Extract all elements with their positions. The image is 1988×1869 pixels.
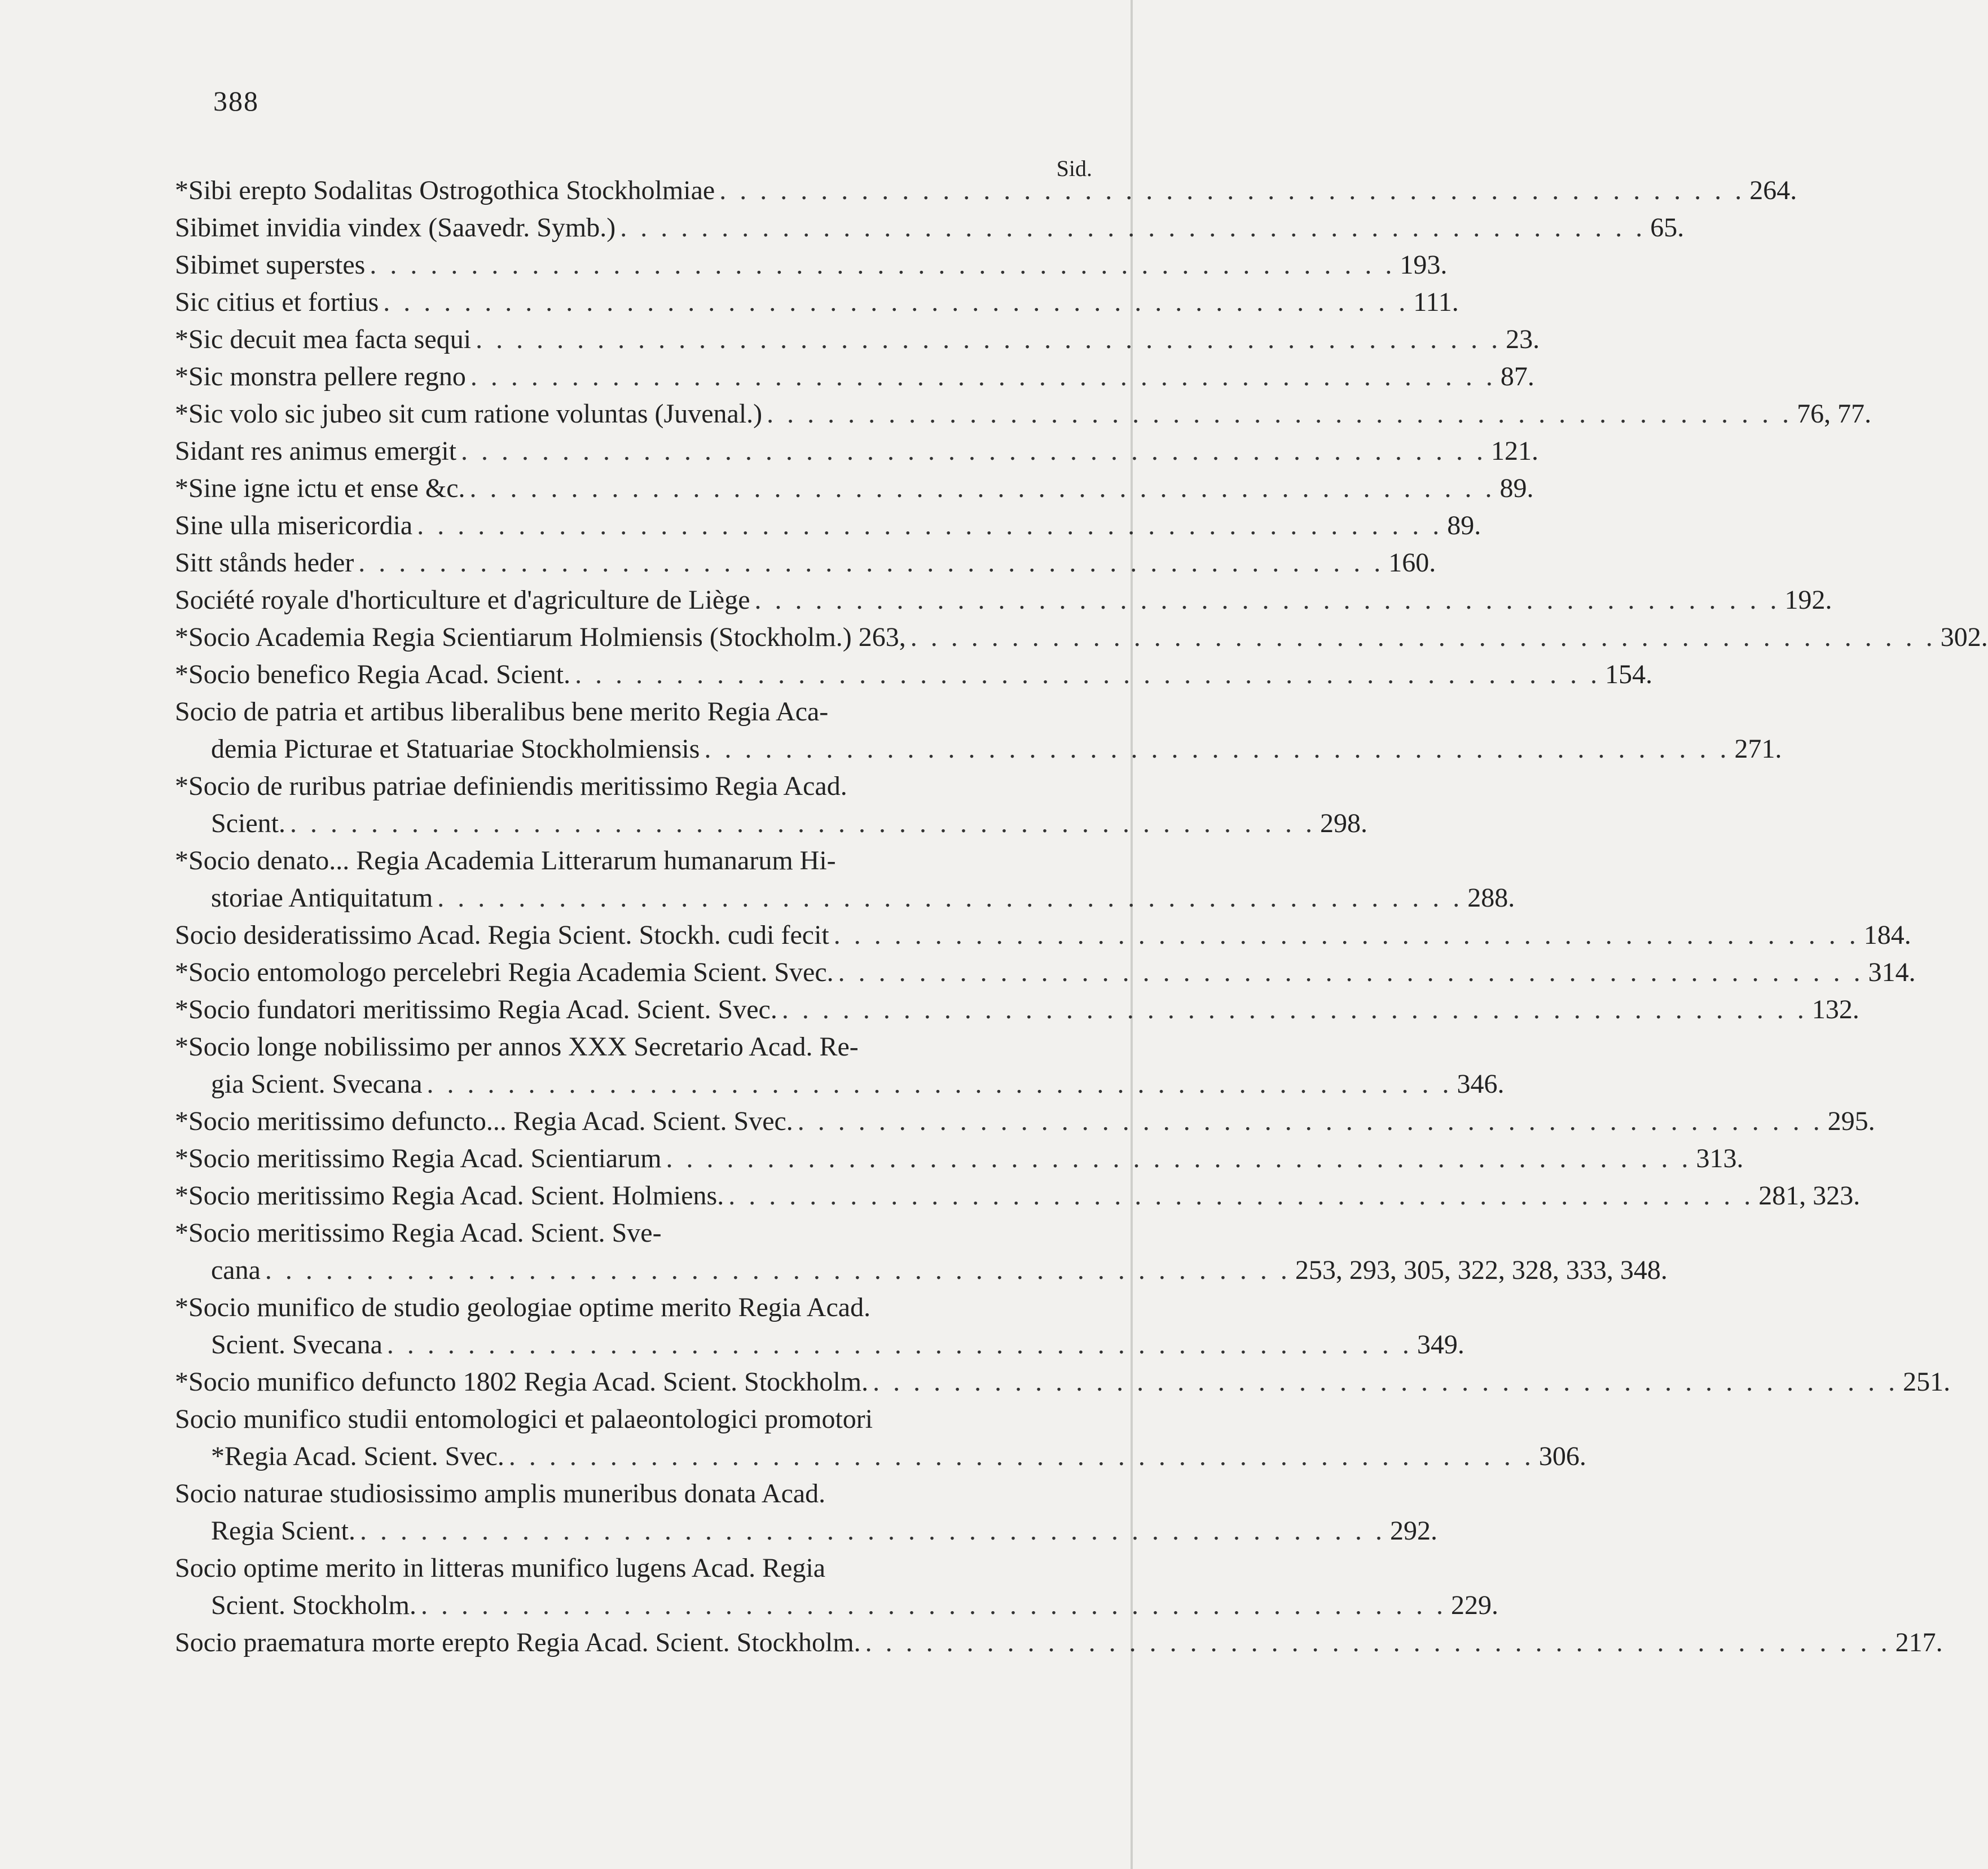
index-entry — [175, 1475, 1100, 1512]
entry-text: *Sic decuit mea facta sequi — [175, 324, 472, 354]
entry-text: *Socio entomologo percelebri Regia Academia Scient. Svec. — [175, 957, 834, 987]
dot-leader: . . . . . . . . . . . . . . . . . . . . . . . . . . . . . . . . . . . . . . . . . . . . . . . . . . . — [575, 659, 1601, 689]
entry-page: 76, 77. — [1797, 399, 1872, 429]
entry-text: *Socio munifico defuncto 1802 Regia Acad. Scient. Stockholm. — [175, 1367, 869, 1397]
dot-leader: . . . . . . . . . . . . . . . . . . . . . . . . . . . . . . . . . . . . . . . . . . . . . . . . . . . — [386, 1330, 1413, 1360]
index-entry — [175, 1401, 1100, 1438]
entry-page: 349. — [1417, 1330, 1464, 1360]
dot-leader: . . . . . . . . . . . . . . . . . . . . . . . . . . . . . . . . . . . . . . . . . . . . . . . . . . . — [620, 213, 1646, 243]
entry-text: Socio munifico studii entomologici et palaeontologici promotori — [175, 1404, 873, 1434]
page-number: 388 — [213, 85, 259, 117]
entry-text: Socio praematura morte erepto Regia Acad. Scient. Stockholm. — [175, 1628, 861, 1657]
index-entry — [175, 656, 1653, 693]
dot-leader: . . . . . . . . . . . . . . . . . . . . . . . . . . . . . . . . . . . . . . . . . . . . . . . . . . . — [420, 1590, 1446, 1620]
entry-text: *Socio meritissimo defuncto... Regia Acad. Scient. Svec. — [175, 1106, 793, 1136]
index-entry — [175, 1289, 1100, 1326]
dot-leader: . . . . . . . . . . . . . . . . . . . . . . . . . . . . . . . . . . . . . . . . . . . . . . . . . . . — [359, 1516, 1386, 1546]
dot-leader: . . . . . . . . . . . . . . . . . . . . . . . . . . . . . . . . . . . . . . . . . . . . . . . . . . . — [470, 362, 1496, 392]
entry-text: *Regia Acad. Scient. Svec. — [211, 1441, 504, 1471]
entry-text: Sitt stånds heder — [175, 548, 354, 578]
dot-leader: . . . . . . . . . . . . . . . . . . . . . . . . . . . . . . . . . . . . . . . . . . . . . . . . . . . — [265, 1255, 1291, 1285]
entry-page: 251. — [1903, 1367, 1951, 1397]
entry-text: *Sine igne ictu et ense &c. — [175, 473, 465, 503]
entry-text: *Sibi erepto Sodalitas Ostrogothica Stockholmiae — [175, 175, 715, 205]
index-entry-continuation — [175, 1512, 1437, 1550]
index-entry-continuation — [175, 731, 1782, 768]
index-entry — [175, 321, 1540, 358]
entry-text: demia Picturae et Statuariae Stockholmiensis — [211, 734, 700, 764]
entry-text: *Socio benefico Regia Acad. Scient. — [175, 659, 571, 689]
entry-page: 253, 293, 305, 322, 328, 333, 348. — [1295, 1255, 1668, 1285]
entry-page: 193. — [1400, 250, 1448, 280]
index-entry — [175, 433, 1539, 470]
entry-text: Socio desideratissimo Acad. Regia Scient. Stockh. cudi fecit — [175, 920, 829, 950]
index-entry — [175, 395, 1872, 433]
index-entry — [175, 991, 1859, 1028]
dot-leader: . . . . . . . . . . . . . . . . . . . . . . . . . . . . . . . . . . . . . . . . . . . . . . . . . . . — [797, 1106, 1823, 1136]
dot-leader: . . . . . . . . . . . . . . . . . . . . . . . . . . . . . . . . . . . . . . . . . . . . . . . . . . . — [781, 995, 1807, 1024]
entry-text: Sibimet invidia vindex (Saavedr. Symb.) — [175, 213, 616, 243]
index-entry — [175, 1550, 1100, 1587]
entry-text: *Socio Academia Regia Scientiarum Holmiensis (Stockholm.) 263, — [175, 622, 906, 652]
entry-page: 314. — [1868, 957, 1916, 987]
entry-text: *Socio longe nobilissimo per annos XXX Secretario Acad. Re- — [175, 1032, 859, 1062]
index-entry-continuation — [175, 1066, 1505, 1103]
index-entry — [175, 768, 1100, 805]
dot-leader: . . . . . . . . . . . . . . . . . . . . . . . . . . . . . . . . . . . . . . . . . . . . . . . . . . . — [666, 1144, 1692, 1173]
dot-leader: . . . . . . . . . . . . . . . . . . . . . . . . . . . . . . . . . . . . . . . . . . . . . . . . . . . — [754, 585, 1780, 615]
entry-text: *Socio denato... Regia Academia Litterarum humanarum Hi- — [175, 846, 836, 876]
entry-text: Regia Scient. — [211, 1516, 355, 1546]
index-entry — [175, 693, 1100, 731]
dot-leader: . . . . . . . . . . . . . . . . . . . . . . . . . . . . . . . . . . . . . . . . . . . . . . . . . . . — [910, 622, 1936, 652]
dot-leader: . . . . . . . . . . . . . . . . . . . . . . . . . . . . . . . . . . . . . . . . . . . . . . . . . . . — [370, 250, 1396, 280]
index-entry — [175, 1364, 1951, 1401]
entry-text: *Socio munifico de studio geologiae optime merito Regia Acad. — [175, 1292, 871, 1322]
dot-leader: . . . . . . . . . . . . . . . . . . . . . . . . . . . . . . . . . . . . . . . . . . . . . . . . . . . — [417, 511, 1443, 540]
entry-page: 302. — [1940, 622, 1988, 652]
entry-page: 306. — [1538, 1441, 1586, 1471]
entry-page: 288. — [1467, 883, 1515, 913]
dot-leader: . . . . . . . . . . . . . . . . . . . . . . . . . . . . . . . . . . . . . . . . . . . . . . . . . . . — [767, 399, 1793, 429]
entry-page: 89. — [1499, 473, 1534, 503]
index-entry-continuation — [175, 1587, 1498, 1624]
entry-page: 346. — [1457, 1069, 1505, 1099]
dot-leader: . . . . . . . . . . . . . . . . . . . . . . . . . . . . . . . . . . . . . . . . . . . . . . . . . . . — [476, 324, 1502, 354]
index-entry-continuation — [175, 1326, 1464, 1364]
index-entry — [175, 1140, 1744, 1177]
index-entry — [175, 209, 1684, 247]
dot-leader: . . . . . . . . . . . . . . . . . . . . . . . . . . . . . . . . . . . . . . . . . . . . . . . . . . . — [437, 883, 1463, 913]
entry-text: Sic citius et fortius — [175, 287, 379, 317]
dot-leader: . . . . . . . . . . . . . . . . . . . . . . . . . . . . . . . . . . . . . . . . . . . . . . . . . . . — [461, 436, 1487, 466]
entry-page: 87. — [1500, 362, 1534, 392]
entry-page: 217. — [1895, 1628, 1943, 1657]
index-entry — [175, 917, 1911, 954]
index-entry — [175, 1177, 1861, 1215]
index-entry — [175, 470, 1534, 507]
entry-page: 295. — [1827, 1106, 1875, 1136]
entry-text: Socio de patria et artibus liberalibus bene merito Regia Aca- — [175, 697, 829, 727]
dot-leader: . . . . . . . . . . . . . . . . . . . . . . . . . . . . . . . . . . . . . . . . . . . . . . . . . . . — [289, 808, 1316, 838]
entry-text: Société royale d'horticulture et d'agriculture de Liège — [175, 585, 750, 615]
entry-page: 23. — [1506, 324, 1540, 354]
entry-text: *Sic monstra pellere regno — [175, 362, 466, 392]
entry-page: 160. — [1388, 548, 1436, 578]
dot-leader: . . . . . . . . . . . . . . . . . . . . . . . . . . . . . . . . . . . . . . . . . . . . . . . . . . . — [728, 1181, 1754, 1211]
dot-leader: . . . . . . . . . . . . . . . . . . . . . . . . . . . . . . . . . . . . . . . . . . . . . . . . . . . — [833, 920, 1859, 950]
entry-page: 184. — [1863, 920, 1911, 950]
entry-text: gia Scient. Svecana — [211, 1069, 423, 1099]
entry-text: Socio naturae studiosissimo amplis muneribus donata Acad. — [175, 1479, 826, 1509]
entry-text: *Socio fundatori meritissimo Regia Acad. Scient. Svec. — [175, 995, 777, 1024]
entry-text: storiae Antiquitatum — [211, 883, 433, 913]
index-entry — [175, 507, 1481, 544]
dot-leader: . . . . . . . . . . . . . . . . . . . . . . . . . . . . . . . . . . . . . . . . . . . . . . . . . . . — [865, 1628, 1891, 1657]
dot-leader: . . . . . . . . . . . . . . . . . . . . . . . . . . . . . . . . . . . . . . . . . . . . . . . . . . . — [508, 1441, 1534, 1471]
entry-page: 121. — [1491, 436, 1539, 466]
index-entry — [175, 582, 1832, 619]
index-entry — [175, 247, 1448, 284]
dot-leader: . . . . . . . . . . . . . . . . . . . . . . . . . . . . . . . . . . . . . . . . . . . . . . . . . . . — [469, 473, 1496, 503]
entry-text: *Sic volo sic jubeo sit cum ratione voluntas (Juvenal.) — [175, 399, 763, 429]
entry-page: 229. — [1450, 1590, 1498, 1620]
dot-leader: . . . . . . . . . . . . . . . . . . . . . . . . . . . . . . . . . . . . . . . . . . . . . . . . . . . — [704, 734, 1730, 764]
entry-text: Scient. Svecana — [211, 1330, 382, 1360]
index-entry — [175, 1028, 1100, 1066]
index-entry — [175, 619, 1988, 656]
entry-text: *Socio de ruribus patriae definiendis meritissimo Regia Acad. — [175, 771, 847, 801]
index-entry — [175, 284, 1459, 321]
index-entry-continuation — [175, 805, 1367, 842]
index-entry — [175, 954, 1916, 991]
dot-leader: . . . . . . . . . . . . . . . . . . . . . . . . . . . . . . . . . . . . . . . . . . . . . . . . . . . — [426, 1069, 1453, 1099]
entry-page: 154. — [1605, 659, 1653, 689]
index-entry — [175, 1103, 1875, 1140]
entry-page: 281, 323. — [1758, 1181, 1861, 1211]
entry-page: 264. — [1749, 175, 1797, 205]
index-entry — [175, 842, 1100, 879]
index-entry-continuation — [175, 879, 1515, 917]
index-entry — [175, 544, 1436, 582]
entry-text: Sibimet superstes — [175, 250, 366, 280]
page-column-header: Sid. — [1056, 156, 1092, 181]
entry-page: 65. — [1650, 213, 1684, 243]
entry-page: 292. — [1389, 1516, 1437, 1546]
entry-text: Socio optime merito in litteras munifico lugens Acad. Regia — [175, 1553, 826, 1583]
dot-leader: . . . . . . . . . . . . . . . . . . . . . . . . . . . . . . . . . . . . . . . . . . . . . . . . . . . — [383, 287, 1409, 317]
entry-text: *Socio meritissimo Regia Acad. Scient. Holmiens. — [175, 1181, 724, 1211]
entry-page: 192. — [1784, 585, 1832, 615]
index-entries — [175, 172, 1988, 1661]
entry-text: *Socio meritissimo Regia Acad. Scientiarum — [175, 1144, 662, 1173]
index-entry — [175, 358, 1534, 395]
entry-page: 89. — [1447, 511, 1481, 540]
entry-text: Scient. Stockholm. — [211, 1590, 416, 1620]
dot-leader: . . . . . . . . . . . . . . . . . . . . . . . . . . . . . . . . . . . . . . . . . . . . . . . . . . . — [838, 957, 1864, 987]
dot-leader: . . . . . . . . . . . . . . . . . . . . . . . . . . . . . . . . . . . . . . . . . . . . . . . . . . . — [873, 1367, 1899, 1397]
dot-leader: . . . . . . . . . . . . . . . . . . . . . . . . . . . . . . . . . . . . . . . . . . . . . . . . . . . — [358, 548, 1384, 578]
entry-text: cana — [211, 1255, 261, 1285]
index-entry — [175, 1215, 1100, 1252]
index-entry-continuation — [175, 1252, 1668, 1289]
index-entry-continuation — [175, 1438, 1586, 1475]
entry-page: 111. — [1413, 287, 1459, 317]
index-entry — [175, 172, 1797, 209]
entry-text: Scient. — [211, 808, 285, 838]
entry-text: *Socio meritissimo Regia Acad. Scient. Sve- — [175, 1218, 662, 1248]
dot-leader: . . . . . . . . . . . . . . . . . . . . . . . . . . . . . . . . . . . . . . . . . . . . . . . . . . . — [719, 175, 1745, 205]
index-entry — [175, 1624, 1943, 1661]
entry-text: Sidant res animus emergit — [175, 436, 457, 466]
entry-page: 271. — [1734, 734, 1782, 764]
entry-page: 298. — [1320, 808, 1367, 838]
entry-page: 313. — [1696, 1144, 1744, 1173]
entry-page: 132. — [1811, 995, 1859, 1024]
entry-text: Sine ulla misericordia — [175, 511, 413, 540]
